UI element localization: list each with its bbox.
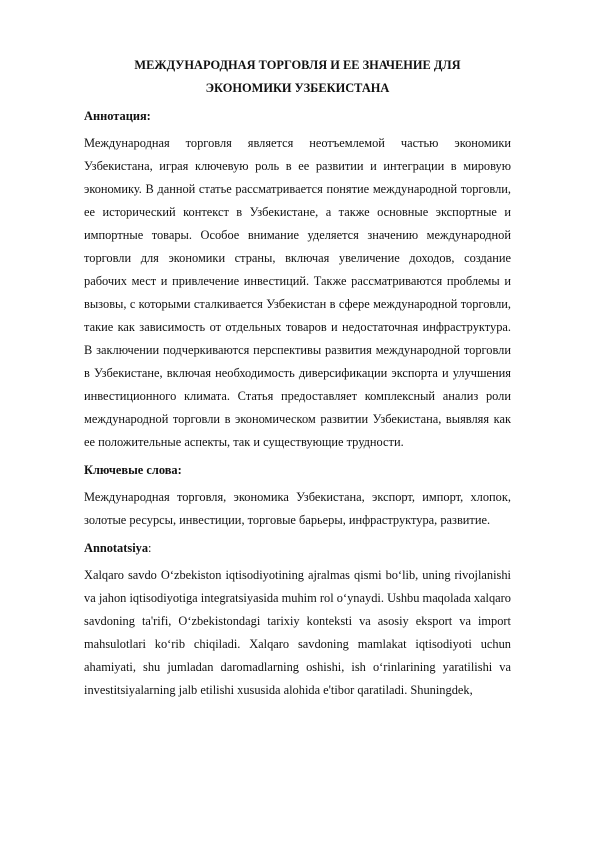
document-page [84, 54, 511, 708]
annotatsiya-heading-colon: : [148, 541, 152, 555]
keywords-paragraph: Международная торговля, экономика Узбекистана, экспорт, импорт, хлопок, золотые ресурсы, инвестиции, торговые барьеры, инфраструктура, развитие. [84, 490, 511, 527]
title-line-1: МЕЖДУНАРОДНАЯ ТОРГОВЛЯ И ЕЕ ЗНАЧЕНИЕ ДЛЯ [134, 58, 461, 72]
keywords-heading: Ключевые слова: [84, 463, 182, 477]
annotatsiya-heading-text: Annotatsiya [84, 541, 149, 555]
title-line-2: ЭКОНОМИКИ УЗБЕКИСТАНА [205, 81, 390, 95]
annotation-heading: Аннотация: [84, 109, 151, 123]
annotation-paragraph: Международная торговля является неотъемлемой частью экономики Узбекистана, играя ключевую роль в ее развитии и интеграции в мировую экономику. В данной статье рассматривается понятие международной торговли, ее исторический контекст в Узбекистане, а также основные экспортные и импортные товары. Особое внимание уделяется значению международной торговли для экономики страны, включая увеличение доходов, создание рабочих мест и привлечение инвестиций. Также рассматриваются проблемы и вызовы, с которыми сталкивается Узбекистан в сфере международной торговли, такие как зависимость от отдельных товаров и недостаточная инфраструктура. В заключении подчеркиваются перспективы развития международной торговли в Узбекистане, включая необходимость диверсификации экспорта и улучшения инвестиционного климата. Статья предоставляет комплексный анализ роли международной торговли в экономическом развитии Узбекистана, выявляя как ее положительные аспекты, так и существующие трудности. [84, 136, 511, 449]
annotatsiya-heading [84, 538, 511, 558]
annotatsiya-paragraph: Xalqaro savdo O‘zbekiston iqtisodiyotining ajralmas qismi bo‘lib, uning rivojlanishi va jahon iqtisodiyotiga integratsiyasida muhim rol o‘ynaydi. Ushbu maqolada xalqaro savdoning ta'rifi, O‘zbekistondagi tarixiy konteksti va asosiy eksport va import mahsulotlari ko‘rib chiqiladi. Xalqaro savdoning mamlakat iqtisodiyoti uchun ahamiyati, shu jumladan daromadlarning oshishi, ish o‘rinlarining yaratilishi va investitsiyalarning jalb etilishi xususida alohida e'tibor qaratiladi. Shuningdek, [84, 568, 511, 697]
document-title [84, 54, 511, 100]
